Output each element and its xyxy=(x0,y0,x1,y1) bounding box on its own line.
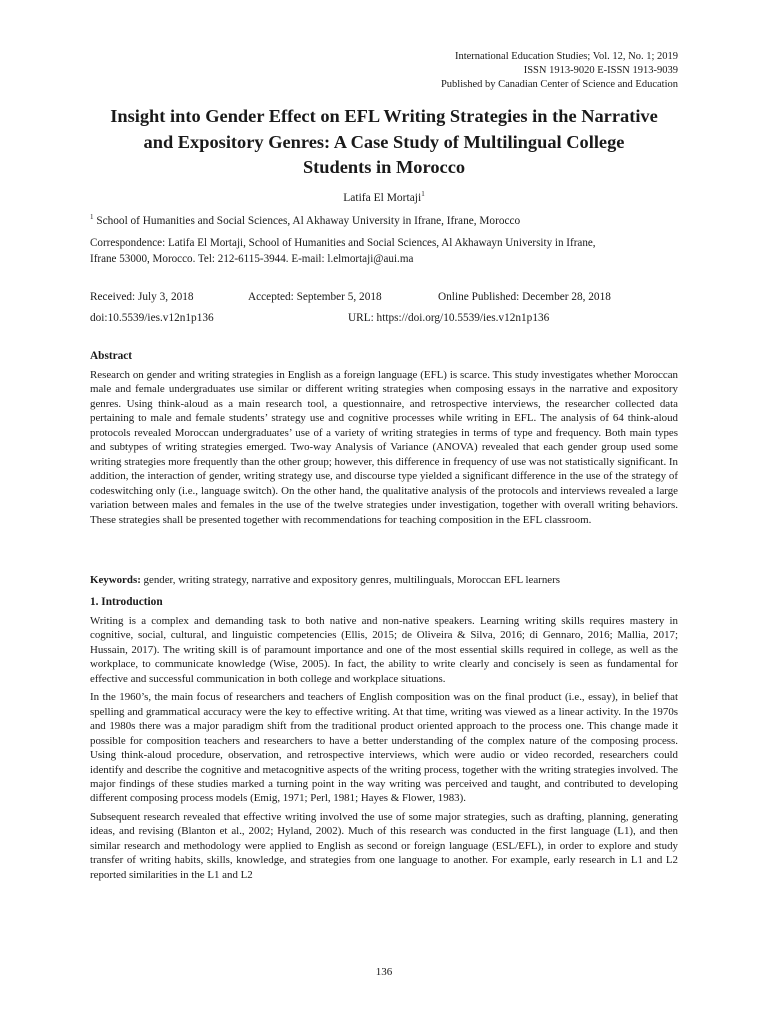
introduction-paragraph-1: Writing is a complex and demanding task to both native and non-native speakers. Learning writing skills requires mastery in cognitive, social, cultural, and linguistic competencies (Ellis, 2015; de Oliveira & Silva, 2016; di Gennaro, 2016; Mallia, 2017; Hussain, 2017). The writing skill is of paramount importance and one of the most essential skills required in college, as well as the workplace, to communicate knowledge (Wise, 2005). In fact, the ability to write clearly and concisely is seen as fundamental for effective and successful communication in both college and workplace situations. xyxy=(90,615,678,685)
published-date: Online Published: December 28, 2018 xyxy=(438,291,611,303)
correspondence-line-2: Ifrane 53000, Morocco. Tel: 212-6115-3944. E-mail: l.elmortaji@aui.ma xyxy=(90,252,414,265)
accepted-date: Accepted: September 5, 2018 xyxy=(248,291,382,303)
introduction-section xyxy=(90,596,678,882)
affiliation xyxy=(90,213,520,227)
introduction-heading: 1. Introduction xyxy=(90,596,163,608)
paper-title-line-2: and Expository Genres: A Case Study of Multilingual College xyxy=(143,131,625,152)
abstract-text: Research on gender and writing strategies in English as a foreign language (EFL) is scarce. This study investigates whether Moroccan male and female undergraduates use similar or different writing strategies when composing essays in the narrative and expository genres. Using think-aloud as a main research tool, a questionnaire, and retrospective interviews, the researcher collected data pertaining to male and female students’ strategy use and cognitive processes while writing in EFL. The analysis of 64 think-aloud protocols revealed Moroccan undergraduates’ use of a variety of writing strategies in terms of type and frequency. Both main types and subtypes of writing strategies emerged. Two-way Analysis of Variance (ANOVA) revealed that each gender group used some writing strategies more frequently than the other group; however, this difference in frequency of use was not statistically significant. In addition, the interaction of gender, writing strategy use, and discourse type yielded a significant difference in the use of the strategy of codeswitching only (i.e., language switch). On the other hand, the qualitative analysis of the protocols and interviews revealed a large variation between males and females in the use of the twelve strategies under investigation, together with overall writing behaviors. These strategies shall be presented together with recommendations for teaching composition in the EFL classroom. xyxy=(90,369,678,526)
url-link[interactable]: URL: https://doi.org/10.5539/ies.v12n1p136 xyxy=(348,312,550,324)
abstract-heading: Abstract xyxy=(90,350,133,362)
correspondence-line-1: Correspondence: Latifa El Mortaji, School of Humanities and Social Sciences, Al Akhawayn University in Ifrane, xyxy=(90,237,596,249)
journal-header-line-1: International Education Studies; Vol. 12, No. 1; 2019 xyxy=(454,51,678,62)
doi-link[interactable]: doi:10.5539/ies.v12n1p136 xyxy=(90,312,214,324)
affiliation-superscript: 1 xyxy=(90,213,94,221)
introduction-paragraph-3: Subsequent research revealed that effective writing involved the use of some major strategies, such as drafting, planning, generating ideas, and revising (Blanton et al., 2002; Hyland, 2002). Much of this research was conducted in the first language (L1), and then similar research and methodology were applied to English as second or foreign language (ESL/EFL), in order to explore and study transfer of writing habits, skills, knowledge, and strategies from one language to another. For example, early research in L1 and L2 reported similarities in the L1 and L2 xyxy=(90,810,678,881)
abstract-section xyxy=(90,350,678,527)
affiliation-text: School of Humanities and Social Sciences, Al Akhaway University in Ifrane, Ifrane, Morocco xyxy=(93,214,521,227)
paper-title xyxy=(90,104,678,181)
journal-header-line-2: ISSN 1913-9020 E-ISSN 1913-9039 xyxy=(523,65,678,76)
correspondence xyxy=(90,236,680,267)
introduction-paragraph-2: In the 1960’s, the main focus of researchers and teachers of English composition was on the final product (i.e., essay), in belief that spelling and grammatical accuracy were the key to effective writing. At that time, writing was viewed as a linear activity. In the 1970s and 1980s there was a major paradigm shift from the traditional product oriented approach to the process one. This change made it possible for composition teachers and researchers to have a better understanding of the complex nature of the composing process. Using think-aloud procedure, observation, and retrospective interviews, which were audio or video recorded, researchers could identify and describe the cognitive and metacognitive aspects of the writing process, together with the writing strategies involved. The major findings of these studies marked a turning point in the way writing was perceived and taught, and contributed to developing different composing process models (Emig, 1971; Perl, 1981; Hayes & Flower, 1983). xyxy=(90,691,678,805)
page-number: 136 xyxy=(375,966,393,978)
paper-title-line-1: Insight into Gender Effect on EFL Writing Strategies in the Narrative xyxy=(110,106,658,126)
received-date: Received: July 3, 2018 xyxy=(90,291,194,303)
journal-header xyxy=(441,50,678,92)
journal-header-line-3: Published by Canadian Center of Science and Education xyxy=(440,79,678,90)
author-superscript: 1 xyxy=(421,190,425,198)
keywords xyxy=(90,574,560,586)
paper-title-line-3: Students in Morocco xyxy=(302,157,466,177)
author-line xyxy=(0,190,768,204)
keywords-label: Keywords: xyxy=(90,574,141,586)
author-name: Latifa El Mortaji xyxy=(343,191,422,204)
keywords-text: gender, writing strategy, narrative and expository genres, multilinguals, Moroccan EFL learners xyxy=(140,574,560,586)
